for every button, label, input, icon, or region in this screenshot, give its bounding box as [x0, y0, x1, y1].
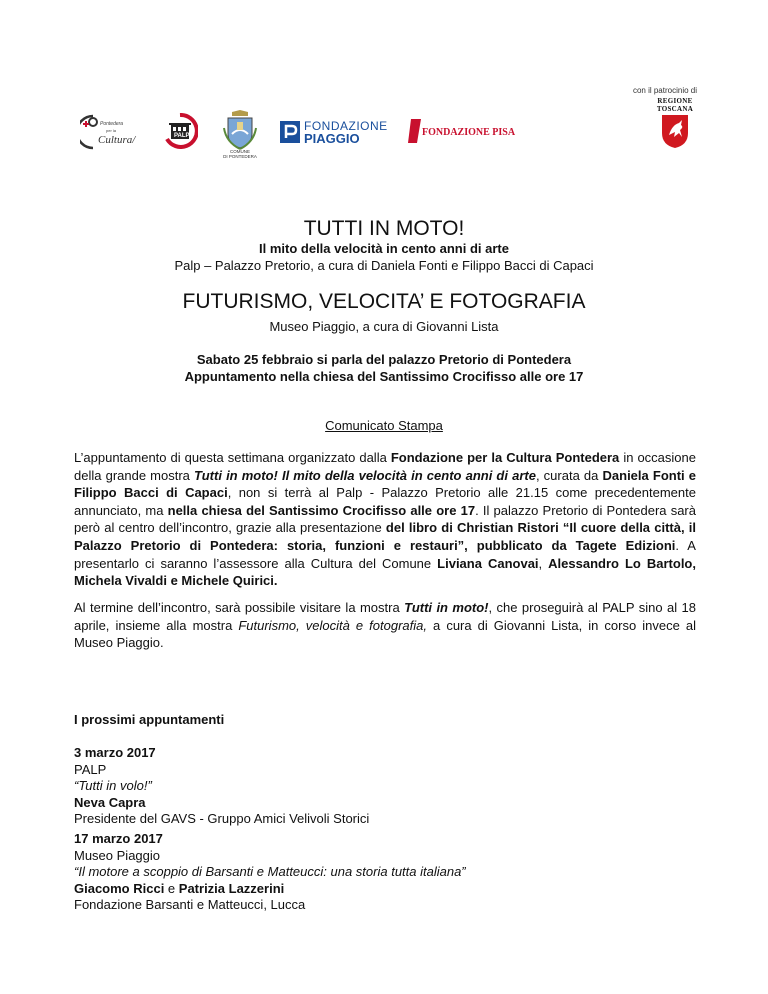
comune-pontedera-logo	[220, 110, 260, 160]
p1-t6: . A presentarlo ci saranno l’assessore alla Cultura del Comune	[74, 537, 696, 571]
main-credits: Palp – Palazzo Pretorio, a cura di Daniela Fonti e Filippo Bacci di Capaci	[174, 258, 594, 273]
p1-t3: , curata da	[535, 467, 603, 483]
event-title: “Tutti in volo!”	[74, 778, 152, 793]
fondazione-pisa-logo	[408, 117, 514, 145]
event-speaker: Giacomo Ricci	[74, 880, 165, 896]
comune-line1: COMUNE	[230, 149, 250, 154]
main-subtitle: Il mito della velocità in cento anni di arte	[259, 241, 509, 256]
cultura-word: Cultura/	[98, 134, 136, 146]
event-item	[74, 745, 696, 828]
p1-b4: del libro di Christian Ristori “Il cuore della città, il Palazzo Pretorio di Pontedera: storia, funzioni e restauri”, pubblicato da Tagete Edizioni	[74, 520, 696, 553]
second-title: FUTURISMO, VELOCITA’ E FOTOGRAFIA	[182, 290, 586, 313]
pisa-label: FONDAZIONE PISA	[422, 127, 516, 138]
p2-bi1: Tutti in moto!	[404, 600, 489, 615]
event-date: 17 marzo 2017	[74, 831, 163, 846]
p1-t4: , non si terrà al Palp - Palazzo Pretorio alle 21.15 come precedentemente annunciato, ma	[74, 485, 696, 518]
paragraph-main	[74, 449, 696, 590]
prossimi-heading: I prossimi appuntamenti	[74, 712, 225, 727]
comune-crest-icon	[220, 110, 260, 150]
palp-logo-icon	[162, 113, 198, 149]
event-role: Presidente del GAVS - Gruppo Amici Velivoli Storici	[74, 811, 370, 826]
event-title: “Il motore a scoppio di Barsanti e Matteucci: una storia tutta italiana”	[74, 864, 466, 879]
p1-t1: L’appuntamento di questa settimana organizzato dalla	[74, 450, 391, 465]
palp-logo	[162, 113, 198, 149]
event-announcement-line1: Sabato 25 febbraio si parla del palazzo Pretorio di Pontedera	[196, 352, 572, 367]
p2-i1: Futurismo, velocità e fotografia,	[238, 617, 427, 633]
p2-t2: , che proseguirà al PALP sino al 18 aprile, insieme alla mostra	[74, 600, 697, 633]
event-speaker: Neva Capra	[74, 794, 146, 810]
palp-label: PALP	[174, 133, 190, 139]
cultura-per: per la	[106, 128, 117, 133]
event-and: e	[164, 880, 179, 896]
event-announcement-line2: Appuntamento nella chiesa del Santissimo Crocifisso alle ore 17	[184, 369, 584, 384]
regione-toscana-logo	[652, 97, 698, 154]
p2-t3: a cura di Giovanni Lista, in corso invece al Museo Piaggio.	[74, 617, 696, 651]
comune-label	[220, 149, 260, 159]
main-title: TUTTI IN MOTO!	[303, 217, 465, 240]
event-date: 3 marzo 2017	[74, 745, 156, 760]
event-place: Museo Piaggio	[74, 847, 160, 863]
patrocinio-label: con il patrocinio di	[632, 86, 697, 95]
pisa-mark-icon	[408, 119, 422, 143]
fondazione-cultura-logo	[80, 112, 146, 152]
paragraph-visit	[74, 599, 696, 652]
event-place: PALP	[74, 761, 107, 777]
fondazione-piaggio-logo	[280, 118, 390, 146]
event-speaker-2: Patrizia Lazzerini	[178, 880, 285, 896]
second-credits: Museo Piaggio, a cura di Giovanni Lista	[269, 319, 499, 334]
p1-bi1: Tutti in moto! Il mito della velocità in cento anni di arte	[194, 467, 536, 483]
regione-label: REGIONE	[657, 97, 693, 105]
event-role: Fondazione Barsanti e Matteucci, Lucca	[74, 897, 306, 912]
comune-line2: DI PONTEDERA	[223, 154, 257, 159]
piaggio-bottom: PIAGGIO	[304, 131, 360, 146]
p1-t5: . Il palazzo Pretorio di Pontedera sarà però al centro dell’incontro, grazie alla presentazione	[74, 502, 696, 536]
p1-b3: nella chiesa del Santissimo Crocifisso alle ore 17	[167, 502, 476, 518]
event-item	[74, 831, 696, 914]
p2-t1: Al termine dell’incontro, sarà possibile visitare la mostra	[74, 600, 405, 615]
p1-b2: Daniela Fonti e Filippo Bacci di Capaci	[74, 467, 696, 501]
piaggio-top: FONDAZIONE	[304, 119, 388, 133]
comunicato-stampa-heading: Comunicato Stampa	[325, 418, 443, 433]
p1-b6: Alessandro Lo Bartolo, Michela Vivaldi e Michele Quirici.	[74, 555, 696, 589]
pegasus-shield-icon	[652, 113, 698, 149]
cultura-pre: Pontedera	[100, 121, 124, 127]
piaggio-p-icon	[280, 121, 300, 143]
p1-b5: Liviana Canovai	[437, 555, 539, 571]
p1-b1: Fondazione per la Cultura Pontedera	[390, 450, 620, 465]
toscana-label: TOSCANA	[656, 105, 694, 113]
p1-t2: in occasione della grande mostra	[74, 450, 696, 483]
p1-t7: ,	[538, 555, 549, 571]
